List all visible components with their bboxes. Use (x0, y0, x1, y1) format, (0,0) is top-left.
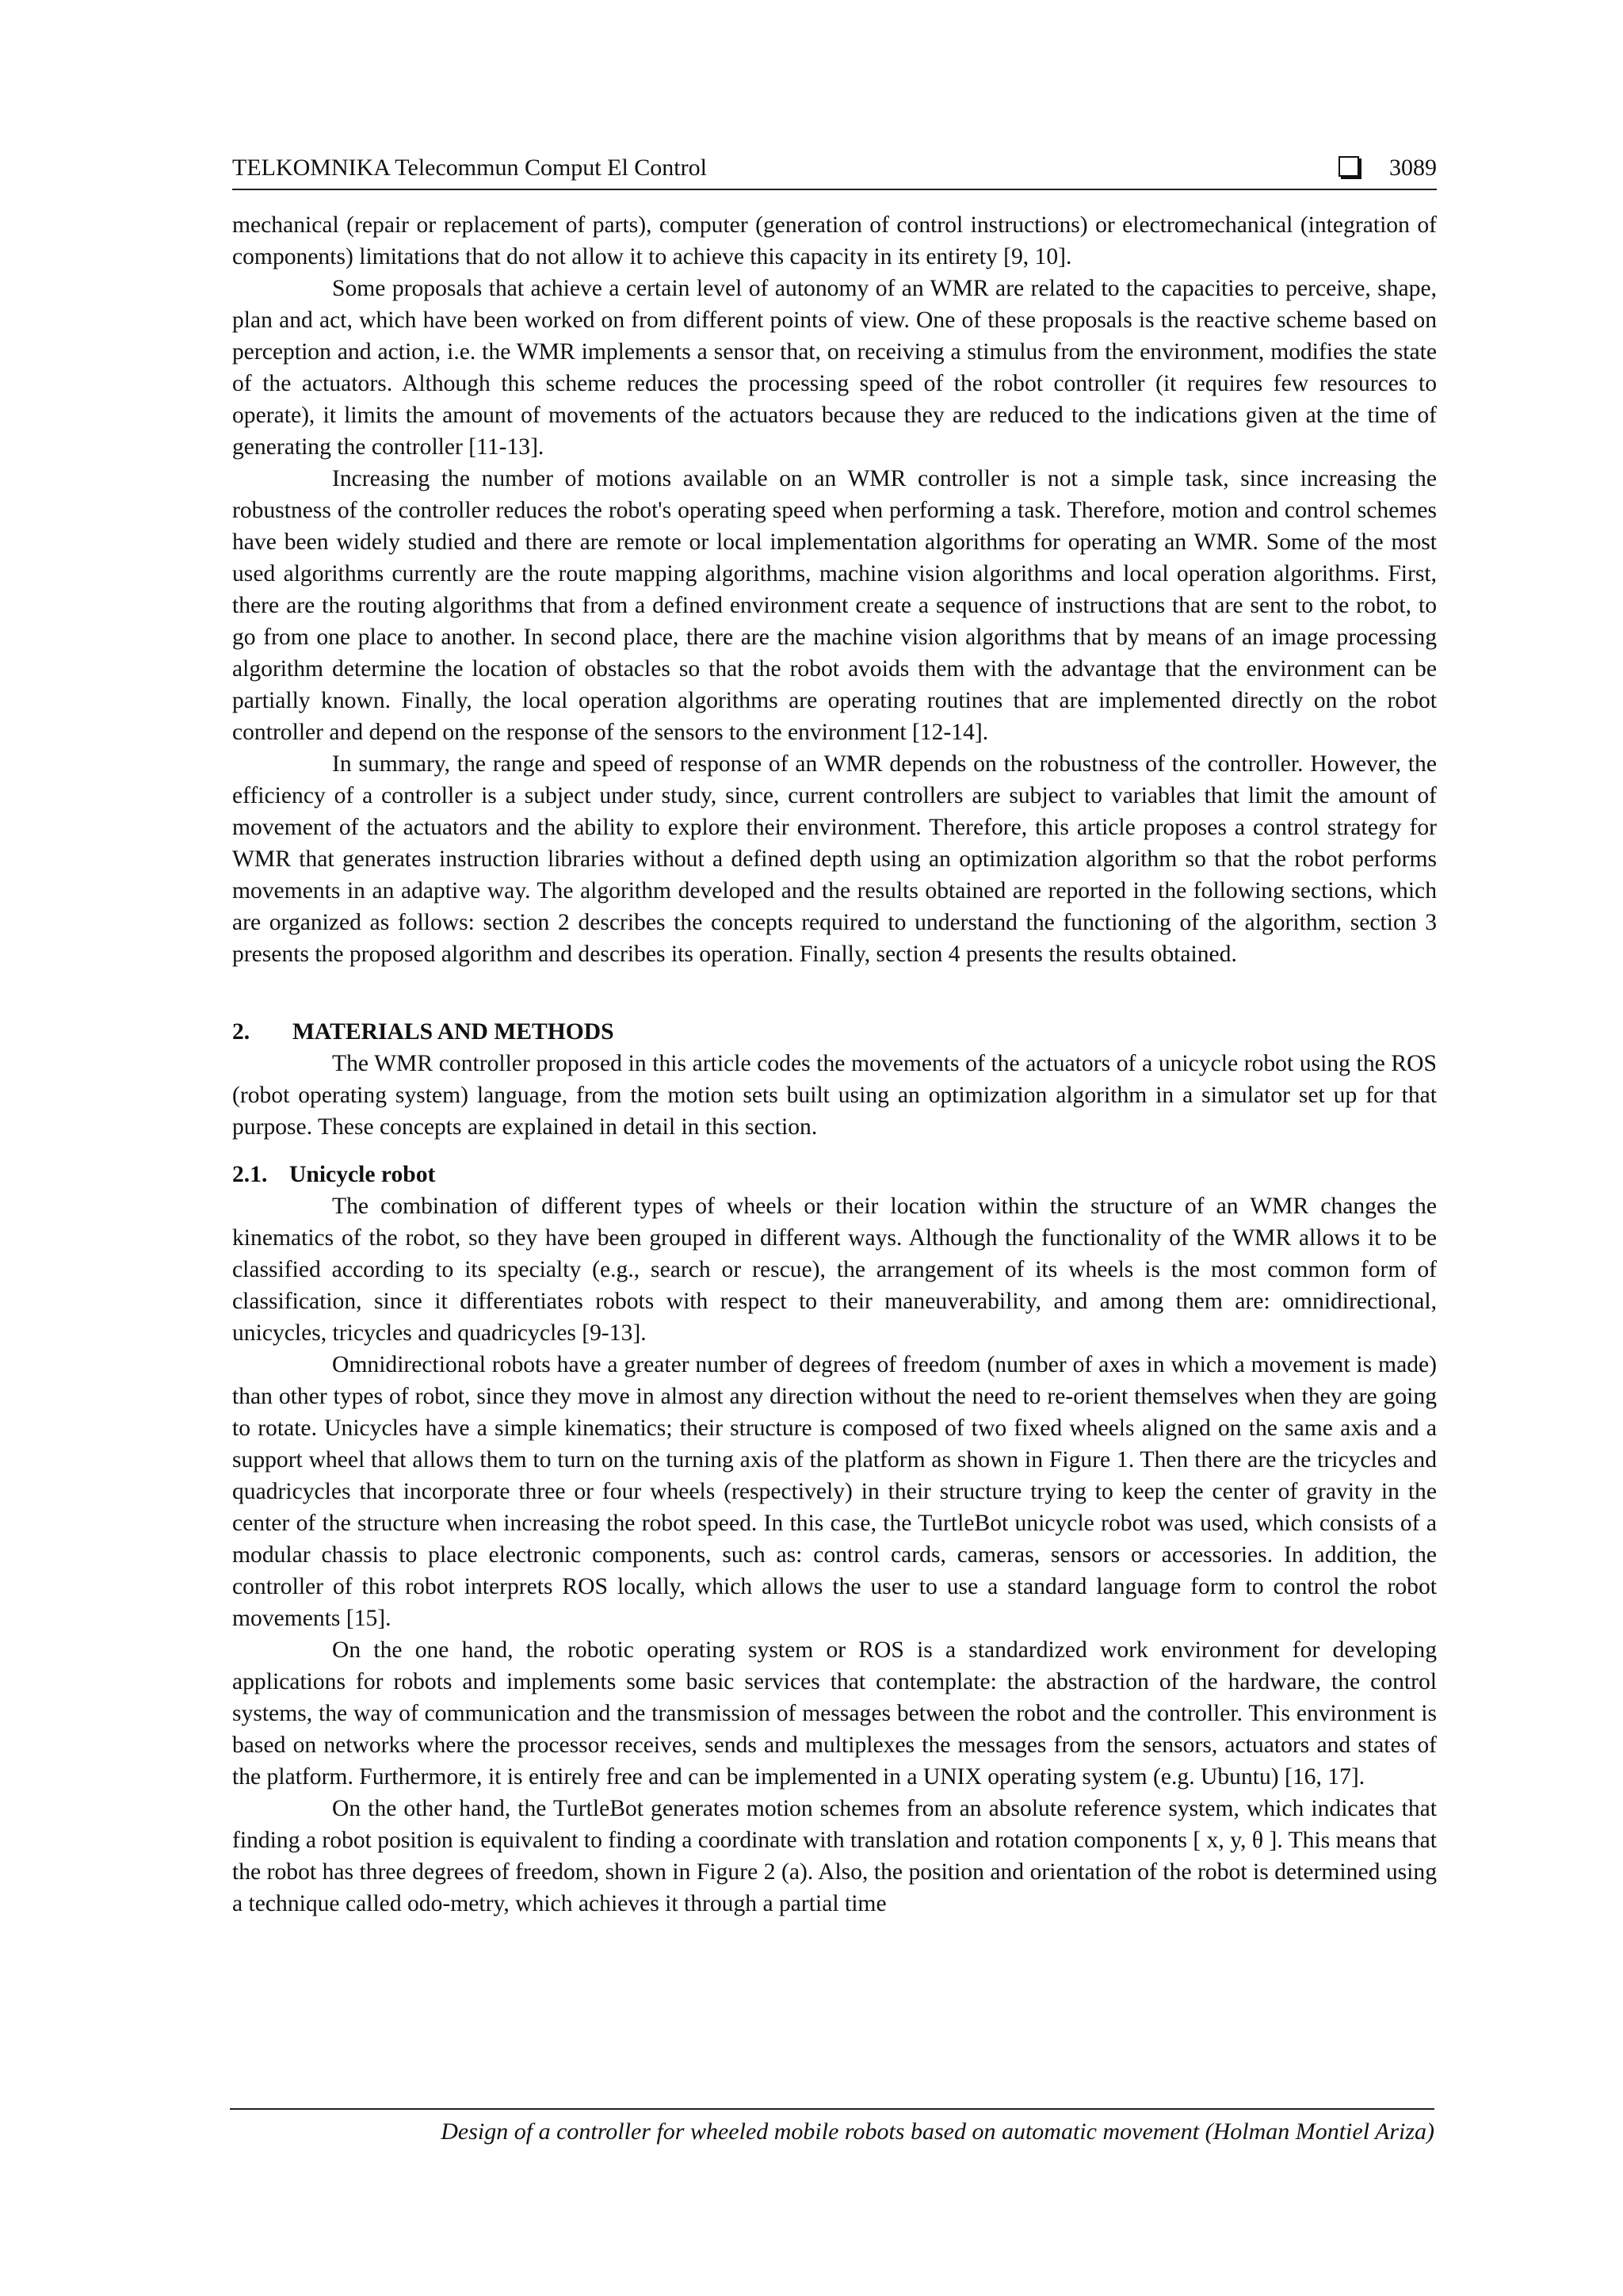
section-number: 2. (232, 1019, 250, 1045)
section-title: MATERIALS AND METHODS (292, 1019, 614, 1045)
running-footer: Design of a controller for wheeled mobile robots based on automatic movement (Holman Montiel Ariza) (230, 2108, 1434, 2148)
paragraph: Increasing the number of motions available on an WMR controller is not a simple task, since increasing the robustness of the controller reduces the robot's operating speed when performing a task. Therefore, motion and control schemes have been widely studied and there are remote or local implementation algorithms for operating an WMR. Some of the most used algorithms currently are the route mapping algorithms, machine vision algorithms and local operation algorithms. First, there are the routing algorithms that from a defined environment create a sequence of instructions that are sent to the robot, to go from one place to another. In second place, there are the machine vision algorithms that by means of an image processing algorithm determine the location of obstacles so that the robot avoids them with the advantage that the environment can be partially known. Finally, the local operation algorithms are operating routines that are implemented directly on the robot controller and depend on the response of the sensors to the environment [12-14]. (232, 466, 1437, 745)
subsection-heading (232, 1159, 1437, 1190)
square-box-icon (1338, 156, 1359, 177)
paragraph-continuation: mechanical (repair or replacement of parts), computer (generation of control instructions) or electromechanical (integration of components) limitations that do not allow it to achieve this capacity in its entirety [9, 10]. (232, 212, 1437, 269)
paragraph: On the other hand, the TurtleBot generates motion schemes from an absolute reference system, which indicates that finding a robot position is equivalent to finding a coordinate with translation and rotation components [ x, y, θ ]. This means that the robot has three degrees of freedom, shown in Figure 2 (a). Also, the position and orientation of the robot is determined using a technique called odo-metry, which achieves it through a partial time (232, 1796, 1437, 1916)
page (232, 152, 1437, 1920)
article-body (232, 209, 1437, 1920)
paragraph: Omnidirectional robots have a greater number of degrees of freedom (number of axes in which a movement is made) than other types of robot, since they move in almost any direction without the need to re-orient themselves when they are going to rotate. Unicycles have a simple kinematics; their structure is composed of two fixed wheels aligned on the same axis and a support wheel that allows them to turn on the turning axis of the platform as shown in Figure 1. Then there are the tricycles and quadricycles that incorporate three or four wheels (respectively) in their structure trying to keep the center of gravity in the center of the structure when increasing the robot speed. In this case, the TurtleBot unicycle robot was used, which consists of a modular chassis to place electronic components, such as: control cards, cameras, sensors or accessories. In addition, the controller of this robot interprets ROS locally, which allows the user to use a standard language form to control the robot movements [15]. (232, 1352, 1437, 1631)
journal-name: TELKOMNIKA Telecommun Comput El Control (232, 155, 707, 181)
paragraph: The combination of different types of wheels or their location within the structure of an WMR changes the kinematics of the robot, so they have been grouped in different ways. Although the functionality of the WMR allows it to be classified according to its specialty (e.g., search or rescue), the arrangement of its wheels is the most common form of classification, since it differentiates robots with respect to their maneuverability, and among them are: omnidirectional, unicycles, tricycles and quadricycles [9-13]. (232, 1194, 1437, 1346)
paragraph: The WMR controller proposed in this article codes the movements of the actuators of a unicycle robot using the ROS (robot operating system) language, from the motion sets built using an optimization algorithm in a simulator set up for that purpose. These concepts are explained in detail in this section. (232, 1051, 1437, 1140)
paragraph: In summary, the range and speed of response of an WMR depends on the robustness of the controller. However, the efficiency of a controller is a subject under study, since, current controllers are subject to variables that limit the amount of movement of the actuators and the ability to explore their environment. Therefore, this article proposes a control strategy for WMR that generates instruction libraries without a defined depth using an optimization algorithm so that the robot performs movements in an adaptive way. The algorithm developed and the results obtained are reported in the following sections, which are organized as follows: section 2 describes the concepts required to understand the functioning of the algorithm, section 3 presents the proposed algorithm and describes its operation. Finally, section 4 presents the results obtained. (232, 751, 1437, 967)
subsection-title: Unicycle robot (289, 1162, 436, 1187)
section-heading (232, 1016, 1437, 1048)
subsection-number: 2.1. (232, 1162, 268, 1187)
page-number: 3089 (1389, 155, 1437, 181)
header-right (1338, 152, 1437, 184)
running-header (232, 152, 1437, 190)
paragraph: On the one hand, the robotic operating system or ROS is a standardized work environment for developing applications for robots and implements some basic services that contemplate: the abstraction of the hardware, the control systems, the way of communication and the transmission of messages between the robot and the controller. This environment is based on networks where the processor receives, sends and multiplexes the messages from the sensors, actuators and states of the platform. Furthermore, it is entirely free and can be implemented in a UNIX operating system (e.g. Ubuntu) [16, 17]. (232, 1637, 1437, 1790)
paragraph: Some proposals that achieve a certain level of autonomy of an WMR are related to the capacities to perceive, shape, plan and act, which have been worked on from different points of view. One of these proposals is the reactive scheme based on perception and action, i.e. the WMR implements a sensor that, on receiving a stimulus from the environment, modifies the state of the actuators. Although this scheme reduces the processing speed of the robot controller (it requires few resources to operate), it limits the amount of movements of the actuators because they are reduced to the indications given at the time of generating the controller [11-13]. (232, 276, 1437, 460)
